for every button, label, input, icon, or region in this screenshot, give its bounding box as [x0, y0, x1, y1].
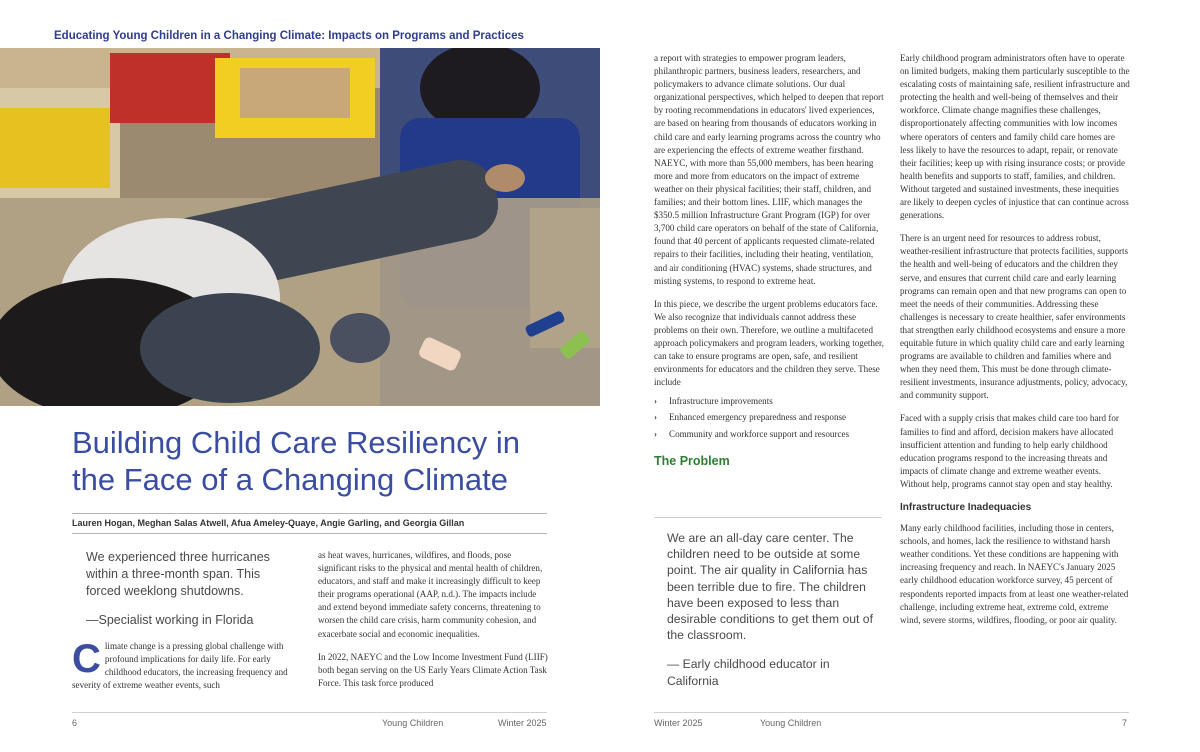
- drop-cap: C: [72, 637, 101, 681]
- pull-quote-text: We are an all-day care center. The children need to be outside at some point. The air quality in California has been terrible due to fire. The children have been exposed to less than desirable conditions to get them out of the classroom.: [667, 531, 873, 643]
- subheading-infrastructure: Infrastructure Inadequacies: [900, 502, 1032, 513]
- paragraph: In 2022, NAEYC and the Low Income Investment Fund (LIIF) both began serving on the US Early Years Climate Action Task Force. This task force produced: [318, 651, 548, 688]
- paragraph: Faced with a supply crisis that makes child care too hard for families to find and afford, decision makers have allocated insufficient attention and funding to help early childhood education programs respond to the increasing threats and impacts of climate change and extreme weather events. Without help, programs cannot stay open and stay healthy.: [900, 413, 1119, 489]
- page-number-right: 7: [1122, 718, 1128, 728]
- pull-quote-left: [86, 549, 296, 641]
- pull-quote-attribution: —Specialist working in Florida: [86, 613, 254, 627]
- section-heading-problem: The Problem: [654, 453, 730, 468]
- chevron-right-icon: ›: [654, 412, 658, 423]
- page7-column-1: [654, 52, 884, 468]
- classroom-photo: [0, 48, 600, 406]
- pull-quote-right: [654, 517, 882, 694]
- title-rule: [72, 513, 547, 514]
- approach-list: [654, 395, 884, 440]
- paragraph: Early childhood program administrators often have to operate on limited budgets, making them particularly susceptible to the escalating costs of maintaining safe, resilient infrastructure and protecting the health and well-being of themselves and their workforce. Climate change magnifies these challenges, disproportionately affecting communities with low incomes where operators of centers and family child care homes are less likely to have the resources to adapt, repair, or renovate their facilities; keep up with rising insurance costs; or provide health benefits and supports to staff, families, and children. Without targeted and sustained investments, these inequities are likely to deepen cycles of injustice that can continue across generations.: [900, 53, 1130, 221]
- running-header: Educating Young Children in a Changing Climate: Impacts on Programs and Practices: [54, 30, 524, 42]
- authors-rule: [72, 533, 547, 534]
- paragraph: as heat waves, hurricanes, wildfires, and floods, pose significant risks to the physical and mental health of children, educators, and staff and make it increasingly difficult to keep their programs operational (AAP, n.d.). The impacts include and extend beyond immediate safety concerns, threatening to worsen the child care crisis, harm community cohesion, and exacerbate social and economic inequalities.: [318, 550, 543, 639]
- paragraph: a report with strategies to empower program leaders, philanthropic partners, business leaders, researchers, and policymakers to advance climate solutions. Our dual organizational perspectives, which helped to deepen that report by rooting recommendations in educators' lived experiences, are based on hearing from thousands of educators working in child care and early learning programs across the country who are experiencing the effects of extreme weather firsthand. NAEYC, with more than 55,000 members, has been hearing more and more from educators on the impact of extreme weather on their physical facilities; their staff, children, and families; and their bottom lines. LIIF, which manages the $350.5 million Infrastructure Grant Program (IGP) for over 3,700 child care operators on behalf of the state of California, found that 40 percent of applicants requested climate-related repairs to their facilities, including their heating, ventilation, and air conditioning (HVAC) systems, shade structures, and misting systems, to respond to extreme heat.: [654, 53, 884, 286]
- intro-paragraph: limate change is a pressing global challenge with profound implications for daily life. For early childhood educators, the increasing frequency and severity of extreme weather events, such: [72, 641, 288, 691]
- footer-rule-right: [654, 712, 1129, 713]
- page6-column-1: [72, 637, 302, 692]
- footer-issue-right: Winter 2025: [654, 718, 703, 728]
- footer-magazine-right: Young Children: [760, 718, 822, 728]
- page6-column-2: [318, 549, 548, 700]
- paragraph: There is an urgent need for resources to address robust, weather-resilient infrastructure that protects facilities, supports the health and well-being of educators and the children they serve, and ensures that current child care and early learning programs can remain open and that new programs can open to meet the needs of their communities. Addressing these challenges is necessary to create healthier, safer environments that strengthen early childhood ecosystems and ensure a more equitable future in which quality child care and early learning programs are available to children and families where and when they need them. This must be done through climate-resilient investments, insurance adjustments, policy, advocacy, and community support.: [900, 233, 1129, 401]
- paragraph: In this piece, we describe the urgent problems educators face. We also recognize that individuals cannot address these problems on their own. Therefore, we outline a multifaceted approach policymakers and program leaders, working together, can take to ensure programs are open, safe, and resilient environments for educators and the children they serve. These include: [654, 298, 884, 388]
- list-item: › Infrastructure improvements: [654, 395, 884, 408]
- article-authors: Lauren Hogan, Meghan Salas Atwell, Afua Ameley-Quaye, Angie Garling, and Georgia Gillan: [72, 518, 465, 528]
- chevron-right-icon: ›: [654, 428, 658, 439]
- list-item: › Community and workforce support and resources: [654, 428, 884, 441]
- pull-quote-text: We experienced three hurricanes within a three-month span. This forced weeklong shutdowns.: [86, 550, 270, 598]
- footer-rule-left: [72, 712, 547, 713]
- page-number-left: 6: [72, 718, 78, 728]
- footer-magazine-left: Young Children: [382, 718, 444, 728]
- list-item: › Enhanced emergency preparedness and response: [654, 411, 884, 424]
- paragraph: Many early childhood facilities, including those in centers, schools, and homes, lack the resilience to withstand harsh weather conditions. Yet these conditions are happening with increasing frequency and reach. In NAEYC's January 2025 early childhood education workforce survey, 45 percent of respondents reported impacts from at least one weather-related challenge, including extreme heat, extreme cold, extreme wind, severe storms, wildfires, flooding, or poor air quality.: [900, 523, 1129, 625]
- chevron-right-icon: ›: [654, 396, 658, 407]
- pull-quote-attribution: — Early childhood educator in California: [667, 657, 830, 688]
- page7-column-2: [900, 52, 1130, 637]
- article-title: Building Child Care Resiliency in the Face of a Changing Climate: [72, 425, 520, 497]
- footer-issue-left: Winter 2025: [498, 718, 547, 728]
